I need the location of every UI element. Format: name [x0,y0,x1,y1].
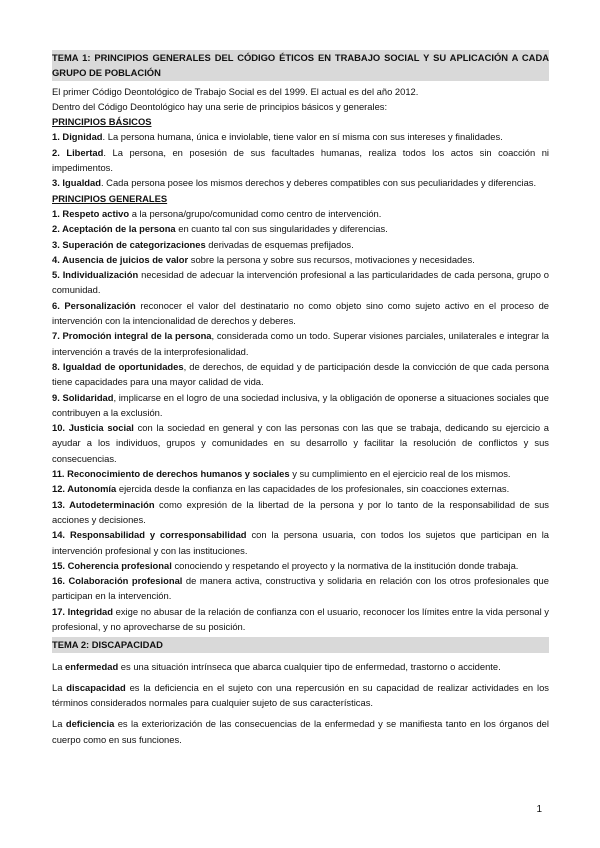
page-number: 1 [536,804,542,815]
general-item [52,420,549,466]
general-term: 10. Justicia social [52,422,134,434]
intro-line-1: El primer Código Deontológico de Trabajo Social es del 1999. El actual es del año 2012. [52,85,419,97]
general-term: 7. Promoción integral de la persona [52,330,212,342]
general-item [52,359,549,390]
general-item [52,390,549,421]
general-item [52,206,549,221]
tema2-pre: La [52,660,66,672]
general-text: , implicarse en el logro de una sociedad inclusiva, y la obligación de oponerse a situaciones sociales que contribuyen a la exclusión. [52,391,549,418]
general-text: sobre la persona y sobre sus recursos, motivaciones y necesidades. [188,253,475,265]
tema1-heading [52,50,549,81]
general-term: 12. Autonomía [52,483,117,495]
tema2-term: discapacidad [66,681,126,693]
general-item [52,328,549,359]
general-item [52,573,549,604]
general-term: 13. Autodeterminación [52,498,155,510]
general-text: con la sociedad en general y con las personas con las que se trabaja, dedicando su ejercicio a ayudar a los individuos, grupos y comunidades en su desarrollo y facilitar la resolución de conflictos y sus consecuencias. [52,422,549,464]
general-term: 1. Respeto activo [52,207,130,219]
general-term: 16. Colaboración profesional [52,575,183,587]
general-term: 2. Aceptación de la persona [52,223,176,235]
tema2-heading-text: TEMA 2: DISCAPACIDAD [52,637,549,652]
tema2-heading [52,637,549,652]
basico-item [52,145,549,176]
tema2-text: es la exteriorización de las consecuencias de la enfermedad y se manifiesta tanto en los órganos del cuerpo como en sus funciones. [52,718,549,745]
general-item [52,298,549,329]
basico-term: 3. Igualdad [52,177,101,189]
intro-line-2: Dentro del Código Deontológico hay una serie de principios básicos y generales: [52,100,388,112]
general-item [52,466,549,481]
basico-term: 2. Libertad [52,146,104,158]
tema2-term: enfermedad [65,660,119,672]
general-item [52,527,549,558]
general-text: de manera activa, constructiva y solidaria en relación con los otros profesionales que participan en la intervención. [52,575,549,602]
general-text: y su cumplimiento en el ejercicio real de los mismos. [289,468,511,480]
general-item [52,237,549,252]
general-text: como expresión de la libertad de la persona y por lo tanto de la responsabilidad de sus acciones y decisiones. [52,498,549,525]
general-text: derivadas de esquemas prefijados. [205,238,354,250]
basicos-title-text: PRINCIPIOS BÁSICOS [52,116,152,128]
general-item [52,558,549,573]
general-term: 6. Personalización [52,299,136,311]
basico-text: . La persona humana, única e inviolable, tiene valor en sí misma con sus intereses y finalidades. [102,131,503,143]
tema1-heading-text: TEMA 1: PRINCIPIOS GENERALES DEL CÓDIGO ÉTICOS EN TRABAJO SOCIAL Y SU APLICACIÓN A CADA GRUPO DE POBLACIÓN [52,50,549,81]
general-text: necesidad de adecuar la intervención profesional a las particularidades de cada persona, grupo o comunidad. [52,269,549,296]
general-text: en cuanto tal con sus singularidades y diferencias. [175,223,388,235]
general-term: 8. Igualdad de oportunidades [52,360,184,372]
general-term: 17. Integridad [52,605,113,617]
general-item [52,267,549,298]
general-text: , de derechos, de equidad y de participación desde la convicción de que cada persona tiene capacidades para una mayor calidad de vida. [52,360,549,388]
general-term: 3. Superación de categorizaciones [52,238,206,250]
generales-title-text: PRINCIPIOS GENERALES [52,192,168,204]
basico-item [52,175,549,190]
basico-text: . La persona, en posesión de sus facultades humanas, realiza todos los actos sin coacción ni impedimentos. [52,146,549,174]
general-text: conociendo y respetando el proyecto y la normativa de la institución donde trabaja. [171,559,519,571]
generales-title [52,191,549,206]
general-term: 15. Coherencia profesional [52,559,172,571]
basico-text: . Cada persona posee los mismos derechos y deberes compatibles con sus peculiaridades y diferencias. [100,177,537,189]
general-item [52,252,549,267]
tema2-paragraph [52,680,549,711]
tema2-text: es una situación intrínseca que abarca cualquier tipo de enfermedad, trastorno o accidente. [118,660,501,672]
general-text: , considerada como un todo. Superar visiones parciales, unilaterales e integrar la intervención a través de la interprofesionalidad. [52,330,549,357]
general-term: 11. Reconocimiento de derechos humanos y sociales [52,468,290,480]
general-text: con la persona usuaria, con todos los sujetos que participan en la intervención profesional y con las instituciones. [52,529,549,556]
general-item [52,221,549,236]
general-text: reconocer el valor del destinatario no como objeto sino como sujeto activo en el proceso de intervención con la intencionalidad de derechos y deberes. [52,299,549,327]
general-term: 14. Responsabilidad y corresponsabilidad [52,529,247,541]
basico-item [52,129,549,144]
general-text: a la persona/grupo/comunidad como centro de intervención. [129,207,382,219]
tema2-text: es la deficiencia en el sujeto con una repercusión en su capacidad de realizar actividades en los términos considerados normales para cualquier sujeto de sus características. [52,681,549,709]
tema2-paragraph [52,659,549,674]
general-term: 4. Ausencia de juicios de valor [52,253,189,265]
tema2-term: deficiencia [65,718,115,730]
tema2-paragraph [52,716,549,747]
general-text: exige no abusar de la relación de confianza con el usuario, reconocer los límites entre la vida personal y profesional, y no aprovecharse de su posición. [52,605,549,632]
general-text: ejercida desde la confianza en las capacidades de los profesionales, sin coacciones externas. [116,483,510,495]
general-item [52,497,549,528]
basico-term: 1. Dignidad [52,131,103,143]
tema2-pre: La [52,681,67,693]
basicos-title [52,114,549,129]
tema2-pre: La [52,718,66,730]
general-item [52,604,549,635]
general-item [52,481,549,496]
general-term: 5. Individualización [52,269,139,281]
general-term: 9. Solidaridad [52,391,114,403]
